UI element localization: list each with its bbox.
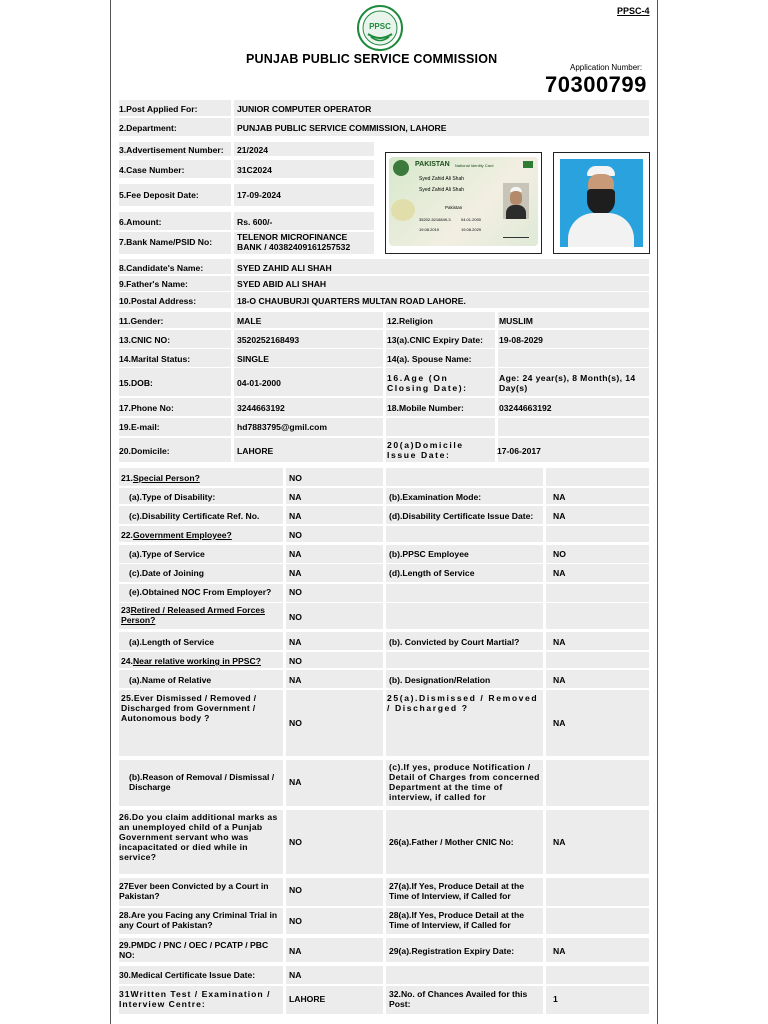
- joining-label: (c).Date of Joining: [129, 568, 204, 578]
- candidate-value: SYED ZAHID ALI SHAH: [237, 263, 332, 273]
- relative-label: 24.Near relative working in PPSC?: [121, 656, 261, 666]
- form-code: PPSC-4: [617, 6, 650, 16]
- card-name2: Syed Zahid Ali Shah: [419, 187, 465, 193]
- medical-label: 30.Medical Certificate Issue Date:: [119, 970, 256, 980]
- religion-label: 12.Religion: [387, 316, 433, 326]
- notification-label: (c).If yes, produce Notification / Detail of Charges from concerned Department at the time of interview, if called for: [389, 762, 540, 802]
- unemployed-claim-label: 26.Do you claim additional marks as an unemployed child of a Punjab Government servant who was incapacitated or died while in service?: [119, 812, 278, 862]
- father-label: 9.Father's Name:: [119, 279, 188, 289]
- service-length-label: (d).Length of Service: [389, 568, 475, 578]
- dismissed-label: 25.Ever Dismissed / Removed / Discharged from Government / Autonomous body ?: [121, 693, 257, 723]
- app-no-value: 70300799: [545, 72, 647, 97]
- emblem-icon: [393, 160, 409, 176]
- card-photo: [503, 183, 529, 219]
- af-length-value: NA: [289, 637, 302, 647]
- dob-value: 04-01-2000: [237, 378, 281, 388]
- card-title: National Identity Card: [455, 163, 494, 168]
- chances-value: 1: [553, 994, 558, 1004]
- application-form: [110, 0, 658, 1024]
- domicile-value: LAHORE: [237, 446, 274, 456]
- cnic-value: 3520252168493: [237, 335, 300, 345]
- parent-cnic-value: NA: [553, 837, 566, 847]
- ppsc-employee-label: (b).PPSC Employee: [389, 549, 469, 559]
- card-expiry: 19.08.2029: [461, 227, 482, 232]
- phone-label: 17.Phone No:: [119, 403, 174, 413]
- mobile-value: 03244663192: [499, 403, 552, 413]
- court-martial-label: (b). Convicted by Court Martial?: [389, 637, 520, 647]
- special-person-label: 21.Special Person?: [121, 473, 200, 483]
- removal-reason-label: (b).Reason of Removal / Dismissal / Discharge: [129, 772, 275, 792]
- disability-date-label: (d).Disability Certificate Issue Date:: [389, 511, 534, 521]
- relative-designation-value: NA: [553, 675, 566, 685]
- exam-mode-label: (b).Examination Mode:: [389, 492, 482, 502]
- age-value: Age: 24 year(s), 8 Month(s), 14 Day(s): [499, 373, 636, 393]
- pmdc-value: NA: [289, 946, 302, 956]
- pmdc-label: 29.PMDC / PNC / OEC / PCATP / PBC NO:: [119, 940, 269, 960]
- medical-value: NA: [289, 970, 302, 980]
- service-type-value: NA: [289, 549, 302, 559]
- criminal-trial-value: NO: [289, 916, 302, 926]
- gov-employee-label: 22.Government Employee?: [121, 530, 232, 540]
- disability-type-label: (a).Type of Disability:: [129, 492, 216, 502]
- candidate-photo: [560, 159, 643, 247]
- gov-employee-value: NO: [289, 530, 302, 540]
- criminal-trial-label: 28.Are you Facing any Criminal Trial in any Court of Pakistan?: [119, 910, 278, 930]
- removal-reason-value: NA: [289, 777, 302, 787]
- fee-value: 17-09-2024: [237, 190, 281, 200]
- dismissed-a-value: NA: [553, 718, 566, 728]
- disability-type-value: NA: [289, 492, 302, 502]
- dismissed-a-label: 25(a).Dismissed / Removed / Discharged ?: [387, 693, 539, 713]
- dept-label: 2.Department:: [119, 123, 177, 133]
- cnic-card-image: [389, 157, 538, 246]
- disability-date-value: NA: [553, 511, 566, 521]
- post-label: 1.Post Applied For:: [119, 104, 198, 114]
- card-dob: 04.01.2000: [461, 217, 482, 222]
- address-value: 18-O CHAUBURJI QUARTERS MULTAN ROAD LAHORE.: [237, 296, 466, 306]
- cnic-card-frame: [385, 152, 542, 254]
- joining-value: NA: [289, 568, 302, 578]
- cnic-label: 13.CNIC NO:: [119, 335, 171, 345]
- court-martial-value: NA: [553, 637, 566, 647]
- test-centre-label: 31Written Test / Examination / Interview Centre:: [119, 989, 271, 1009]
- fee-label: 5.Fee Deposit Date:: [119, 190, 199, 200]
- domicile-date-label: 20(a)Domicile Issue Date:: [387, 440, 464, 460]
- religion-value: MUSLIM: [499, 316, 533, 326]
- card-cnic: 35202-5216849-3: [419, 217, 451, 222]
- card-country-row: Pakistan: [445, 205, 463, 210]
- af-length-label: (a).Length of Service: [129, 637, 214, 647]
- commission-title: PUNJAB PUBLIC SERVICE COMMISSION: [246, 52, 498, 66]
- card-signature: [503, 229, 529, 238]
- parent-cnic-label: 26(a).Father / Mother CNIC No:: [389, 837, 514, 847]
- cnic-expiry-value: 19-08-2029: [499, 335, 543, 345]
- ppsc-employee-value: NO: [553, 549, 566, 559]
- relative-designation-label: (b). Designation/Relation: [389, 675, 491, 685]
- adv-label: 3.Advertisement Number:: [119, 145, 224, 155]
- card-name: Syed Zahid Ali Shah: [419, 176, 465, 182]
- father-value: SYED ABID ALI SHAH: [237, 279, 327, 289]
- trial-detail-label: 28(a).If Yes, Produce Detail at the Time of Interview, if Called for: [389, 910, 525, 930]
- test-centre-value: LAHORE: [289, 994, 326, 1004]
- candidate-label: 8.Candidate's Name:: [119, 263, 204, 273]
- relative-value: NO: [289, 656, 302, 666]
- service-length-value: NA: [553, 568, 566, 578]
- noc-value: NO: [289, 587, 302, 597]
- amount-value: Rs. 600/-: [237, 217, 273, 227]
- dismissed-value: NO: [289, 718, 302, 728]
- registration-expiry-label: 29(a).Registration Expiry Date:: [389, 946, 515, 956]
- case-value: 31C2024: [237, 165, 272, 175]
- bank-label: 7.Bank Name/PSID No:: [119, 237, 213, 247]
- card-country: PAKISTAN: [415, 161, 450, 168]
- marital-label: 14.Marital Status:: [119, 354, 191, 364]
- amount-label: 6.Amount:: [119, 217, 162, 227]
- spouse-label: 14(a). Spouse Name:: [387, 354, 472, 364]
- gender-value: MALE: [237, 316, 262, 326]
- marital-value: SINGLE: [237, 354, 269, 364]
- convicted-detail-label: 27(a).If Yes, Produce Detail at the Time of Interview, if Called for: [389, 881, 525, 901]
- flag-icon: [523, 161, 533, 168]
- email-label: 19.E-mail:: [119, 422, 160, 432]
- registration-expiry-value: NA: [553, 946, 566, 956]
- dept-value: PUNJAB PUBLIC SERVICE COMMISSION, LAHORE: [237, 123, 447, 133]
- relative-name-value: NA: [289, 675, 302, 685]
- dob-label: 15.DOB:: [119, 378, 153, 388]
- hologram-icon: [391, 199, 415, 221]
- convicted-value: NO: [289, 885, 302, 895]
- post-value: JUNIOR COMPUTER OPERATOR: [237, 104, 372, 114]
- disability-ref-value: NA: [289, 511, 302, 521]
- domicile-label: 20.Domicile:: [119, 446, 170, 456]
- convicted-label: 27Ever been Convicted by a Court in Pakistan?: [119, 881, 269, 901]
- special-person-value: NO: [289, 473, 302, 483]
- noc-label: (e).Obtained NOC From Employer?: [129, 587, 272, 597]
- case-label: 4.Case Number:: [119, 165, 185, 175]
- armed-forces-value: NO: [289, 612, 302, 622]
- relative-name-label: (a).Name of Relative: [129, 675, 212, 685]
- adv-value: 21/2024: [237, 145, 269, 155]
- domicile-date-value: 17-06-2017: [497, 446, 541, 456]
- disability-ref-label: (c).Disability Certificate Ref. No.: [129, 511, 260, 521]
- unemployed-claim-value: NO: [289, 837, 302, 847]
- chances-label: 32.No. of Chances Availed for this Post:: [389, 989, 528, 1009]
- exam-mode-value: NA: [553, 492, 566, 502]
- card-issue: 19.08.2019: [419, 227, 440, 232]
- armed-forces-label: 23Retired / Released Armed Forces Person?: [121, 605, 265, 625]
- candidate-photo-frame: [553, 152, 650, 254]
- gender-label: 11.Gender:: [119, 316, 164, 326]
- app-no-label: Application Number:: [570, 63, 643, 72]
- address-label: 10.Postal Address:: [119, 296, 197, 306]
- logo-text: PPSC: [369, 22, 391, 31]
- email-value: hd7883795@gmil.com: [237, 422, 328, 432]
- phone-value: 3244663192: [237, 403, 285, 413]
- service-type-label: (a).Type of Service: [129, 549, 205, 559]
- ppsc-logo: [353, 4, 407, 52]
- cnic-expiry-label: 13(a).CNIC Expiry Date:: [387, 335, 483, 345]
- mobile-label: 18.Mobile Number:: [387, 403, 464, 413]
- bank-value: TELENOR MICROFINANCE BANK / 40382409161257532: [237, 232, 351, 252]
- age-label: 16.Age (On Closing Date):: [387, 373, 468, 393]
